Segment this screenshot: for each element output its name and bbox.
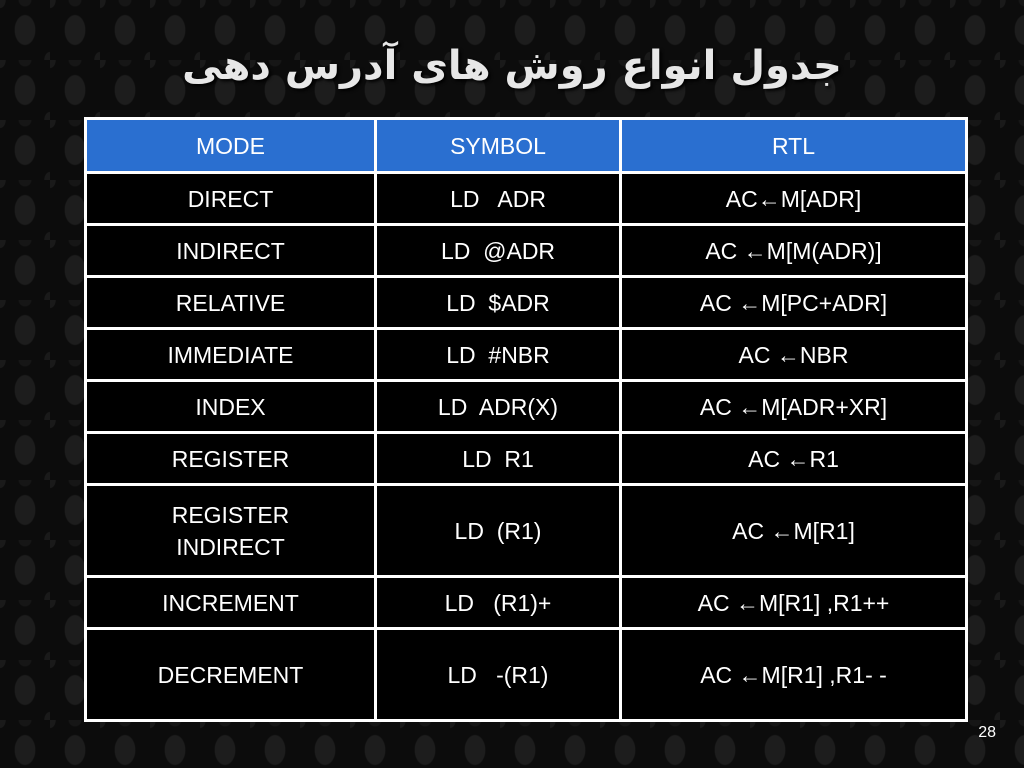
cell-rtl: AC ←M[R1] ,R1- - [621,629,967,721]
table-row [86,577,967,629]
cell-rtl: AC ←M[ADR+XR] [621,381,967,433]
table-row [86,433,967,485]
slide-title: جدول انواع روش های آدرس دهی [182,43,842,89]
cell-mode: REGISTER [86,433,376,485]
cell-mode: IMMEDIATE [86,329,376,381]
header-mode: MODE [86,119,376,173]
cell-symbol: LD (R1)+ [376,577,621,629]
header-rtl: RTL [621,119,967,173]
cell-rtl: AC←M[ADR] [621,173,967,225]
cell-rtl: AC ←M[R1] [621,485,967,577]
page-number: 28 [978,724,996,741]
header-symbol: SYMBOL [376,119,621,173]
table-row [86,329,967,381]
cell-symbol: LD @ADR [376,225,621,277]
table-row [86,277,967,329]
cell-rtl: AC ←R1 [621,433,967,485]
cell-mode: RELATIVE [86,277,376,329]
cell-mode: INCREMENT [86,577,376,629]
cell-symbol: LD ADR [376,173,621,225]
cell-mode: INDEX [86,381,376,433]
cell-mode: DECREMENT [86,629,376,721]
cell-mode: REGISTER INDIRECT [86,485,376,577]
cell-rtl: AC ←NBR [621,329,967,381]
cell-symbol: LD #NBR [376,329,621,381]
cell-symbol: LD (R1) [376,485,621,577]
cell-symbol: LD $ADR [376,277,621,329]
table-header-row [86,119,967,173]
table-row [86,225,967,277]
cell-rtl: AC ←M[M(ADR)] [621,225,967,277]
cell-rtl: AC ←M[PC+ADR] [621,277,967,329]
table-row [86,629,967,721]
addressing-modes-table [84,117,968,722]
table-row [86,381,967,433]
table-row [86,173,967,225]
cell-mode: DIRECT [86,173,376,225]
cell-symbol: LD ADR(X) [376,381,621,433]
cell-rtl: AC ←M[R1] ,R1++ [621,577,967,629]
cell-symbol: LD -(R1) [376,629,621,721]
cell-mode: INDIRECT [86,225,376,277]
cell-symbol: LD R1 [376,433,621,485]
table-row [86,485,967,577]
